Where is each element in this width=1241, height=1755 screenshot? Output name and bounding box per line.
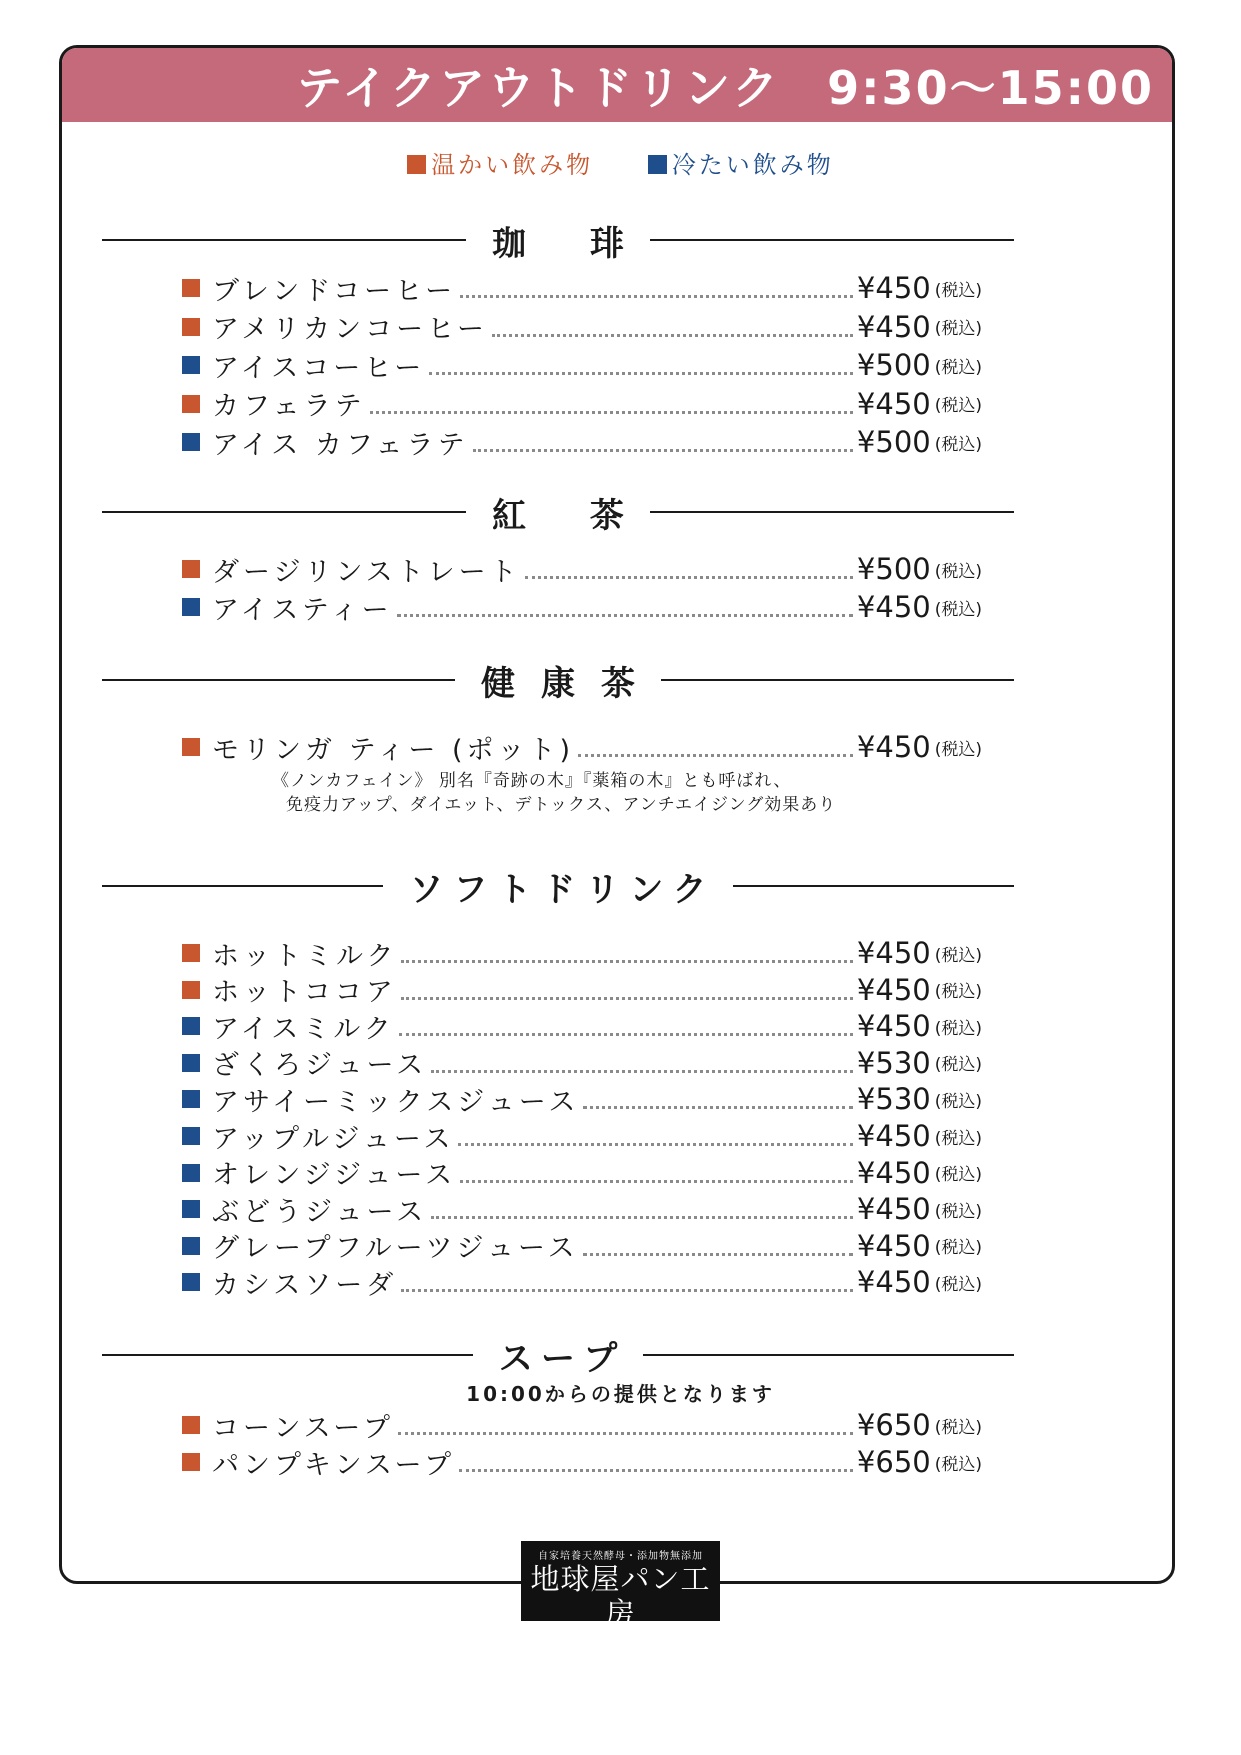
- tax-label: (税込): [934, 1055, 982, 1076]
- cold-square-icon: [182, 1054, 200, 1072]
- item-price: ¥450: [856, 730, 931, 764]
- item-price: ¥450: [856, 1192, 931, 1227]
- hot-square-icon: [182, 395, 200, 413]
- item-name: ざくろジュース: [212, 1050, 428, 1082]
- item-price: ¥500: [856, 348, 931, 382]
- legend: [0, 145, 1241, 180]
- dot-leader: [431, 1216, 853, 1219]
- section-title: ソフトドリンク: [409, 869, 717, 910]
- menu-item: [182, 1008, 982, 1044]
- cold-square-icon: [182, 1237, 200, 1255]
- cold-square-icon: [648, 155, 667, 174]
- item-name: ダージリンストレート: [212, 556, 521, 588]
- divider: [650, 511, 1014, 513]
- cold-square-icon: [182, 1164, 200, 1182]
- dot-leader: [459, 1469, 853, 1472]
- shop-logo: [521, 1541, 720, 1644]
- hot-square-icon: [182, 981, 200, 999]
- item-name: アイスコーヒー: [212, 352, 426, 384]
- item-price: ¥450: [856, 271, 931, 305]
- tax-label: (税込): [934, 1201, 982, 1222]
- cold-square-icon: [182, 598, 200, 616]
- dot-leader: [431, 1070, 853, 1073]
- item-name: アサイーミックスジュース: [212, 1086, 580, 1118]
- dot-leader: [583, 1106, 853, 1109]
- cold-square-icon: [182, 1200, 200, 1218]
- tax-label: (税込): [934, 1238, 982, 1259]
- item-price: ¥450: [856, 1265, 931, 1300]
- tax-label: (税込): [934, 1274, 982, 1295]
- item-name: カフェラテ: [212, 391, 366, 422]
- divider: [650, 239, 1014, 241]
- menu-header: [62, 48, 1172, 122]
- menu-item: [182, 729, 982, 765]
- section-tea-heading: [102, 492, 1014, 536]
- dot-leader: [398, 1432, 853, 1435]
- cold-square-icon: [182, 1090, 200, 1108]
- section-title: 健康茶: [481, 663, 661, 704]
- tax-label: (税込): [934, 319, 982, 339]
- divider: [102, 1354, 473, 1356]
- dot-leader: [401, 997, 853, 1000]
- item-name: ブレンドコーヒー: [212, 275, 457, 307]
- dot-leader: [429, 372, 853, 375]
- menu-item: [182, 270, 982, 306]
- cold-square-icon: [182, 1127, 200, 1145]
- cold-square-icon: [182, 1273, 200, 1291]
- item-name: ホットミルク: [212, 940, 398, 972]
- tax-label: (税込): [934, 1454, 982, 1475]
- item-price: ¥500: [856, 425, 931, 459]
- dot-leader: [473, 449, 853, 452]
- legend-hot: 温かい飲み物: [407, 145, 593, 180]
- menu-item: [182, 589, 982, 625]
- item-name: モリンガ ティー (ポット): [212, 734, 575, 766]
- tax-label: (税込): [934, 1128, 982, 1149]
- hot-square-icon: [182, 944, 200, 962]
- divider: [102, 679, 455, 681]
- menu-item: [182, 1045, 982, 1081]
- soup-note: 10:00からの提供となります: [466, 1382, 775, 1406]
- item-name: ぶどうジュース: [212, 1196, 428, 1228]
- section-title: 紅 茶: [492, 495, 650, 536]
- item-price: ¥530: [856, 1082, 931, 1117]
- hot-square-icon: [182, 1453, 200, 1471]
- dot-leader: [460, 1180, 853, 1183]
- cold-square-icon: [182, 356, 200, 374]
- section-coffee-heading: [102, 220, 1014, 264]
- menu-item: [182, 1155, 982, 1191]
- menu-item: [182, 1081, 982, 1117]
- menu-item: [182, 309, 982, 345]
- dot-leader: [397, 614, 853, 617]
- dot-leader: [492, 334, 853, 337]
- divider: [102, 511, 466, 513]
- item-name: オレンジジュース: [212, 1160, 457, 1192]
- logo-name: 地球屋パン工房: [530, 1562, 711, 1630]
- cold-square-icon: [182, 1017, 200, 1035]
- menu-item: [182, 347, 982, 383]
- item-name: アメリカンコーヒー: [212, 314, 489, 345]
- item-price: ¥450: [856, 590, 931, 624]
- item-price: ¥450: [856, 972, 931, 1007]
- item-price: ¥450: [856, 1009, 931, 1044]
- hot-square-icon: [182, 318, 200, 336]
- tax-label: (税込): [934, 739, 982, 760]
- item-price: ¥450: [856, 1119, 931, 1153]
- section-soup-heading: [102, 1335, 1014, 1379]
- item-name: アイス カフェラテ: [212, 429, 469, 461]
- item-price: ¥500: [856, 552, 931, 586]
- item-name: ホットココア: [212, 977, 397, 1009]
- tax-label: (税込): [934, 396, 982, 416]
- item-price: ¥450: [856, 309, 931, 344]
- tax-label: (税込): [934, 1165, 982, 1186]
- business-hours: 9:30〜15:00: [827, 61, 1154, 115]
- item-price: ¥650: [856, 1408, 931, 1442]
- tax-label: (税込): [934, 280, 982, 301]
- menu-item: [182, 1407, 982, 1443]
- item-name: アップルジュース: [212, 1123, 455, 1155]
- divider: [733, 885, 1014, 887]
- section-title: 珈 琲: [492, 223, 650, 264]
- menu-item: [182, 424, 982, 460]
- item-price: ¥450: [856, 936, 931, 970]
- moringa-note-line2: 免疫力アップ、ダイエット、デトックス、アンチエイジング効果あり: [286, 795, 837, 815]
- dot-leader: [401, 1289, 853, 1292]
- tax-label: (税込): [934, 599, 982, 620]
- cold-square-icon: [182, 433, 200, 451]
- dot-leader: [370, 411, 853, 414]
- section-soft-heading: [102, 866, 1014, 910]
- dot-leader: [458, 1143, 852, 1146]
- menu-item: [182, 1228, 982, 1264]
- hot-square-icon: [182, 279, 200, 297]
- item-price: ¥650: [856, 1445, 931, 1479]
- tax-label: (税込): [934, 561, 982, 582]
- menu-item: [182, 1191, 982, 1227]
- tax-label: (税込): [934, 434, 982, 455]
- hot-square-icon: [182, 1416, 200, 1434]
- tax-label: (税込): [934, 1091, 982, 1112]
- menu-item: [182, 386, 982, 422]
- menu-item: [182, 935, 982, 971]
- hot-square-icon: [182, 560, 200, 578]
- moringa-note-line1: 《ノンカフェイン》 別名『奇跡の木』『薬箱の木』とも呼ばれ、: [272, 771, 792, 791]
- hot-square-icon: [182, 738, 200, 756]
- divider: [661, 679, 1014, 681]
- dot-leader: [399, 1033, 853, 1036]
- logo-english: Bakery & Cafe: [575, 1630, 666, 1644]
- item-price: ¥450: [856, 1155, 931, 1190]
- dot-leader: [578, 754, 853, 757]
- tax-label: (税込): [934, 1417, 982, 1438]
- menu-item: [182, 1264, 982, 1300]
- item-name: カシスソーダ: [212, 1269, 398, 1301]
- item-price: ¥450: [856, 1228, 931, 1263]
- tax-label: (税込): [934, 357, 982, 378]
- item-price: ¥530: [856, 1045, 931, 1080]
- section-title: スープ: [498, 1338, 628, 1379]
- item-name: グレープフルーツジュース: [212, 1233, 579, 1265]
- tax-label: (税込): [934, 1018, 982, 1039]
- legend-cold: 冷たい飲み物: [648, 145, 834, 180]
- tax-label: (税込): [934, 945, 982, 966]
- item-price: ¥450: [856, 386, 931, 421]
- item-name: アイスティー: [212, 594, 393, 626]
- divider: [643, 1354, 1014, 1356]
- dot-leader: [525, 576, 853, 579]
- dot-leader: [460, 295, 853, 298]
- divider: [102, 239, 466, 241]
- section-health-heading: [102, 660, 1014, 704]
- menu-item: [182, 972, 982, 1008]
- item-name: パンプキンスープ: [212, 1449, 456, 1481]
- divider: [102, 885, 383, 887]
- hot-square-icon: [407, 155, 426, 174]
- item-name: アイスミルク: [212, 1013, 395, 1045]
- menu-title: テイクアウトドリンク: [296, 61, 782, 115]
- logo-subtitle: 自家培養天然酵母・添加物無添加: [538, 1551, 703, 1562]
- dot-leader: [401, 960, 852, 963]
- menu-item: [182, 1444, 982, 1480]
- menu-item: [182, 551, 982, 587]
- dot-leader: [583, 1253, 853, 1256]
- tax-label: (税込): [934, 982, 982, 1003]
- menu-item: [182, 1118, 982, 1154]
- item-name: コーンスープ: [212, 1412, 394, 1444]
